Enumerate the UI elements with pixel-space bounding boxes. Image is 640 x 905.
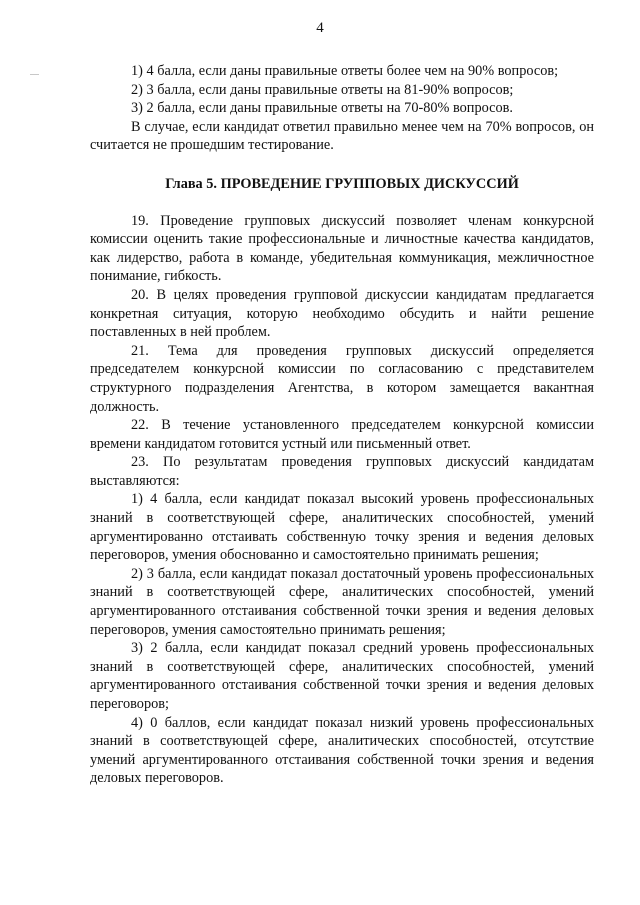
scoring-item-1: 1) 4 балла, если даны правильные ответы более чем на 90% вопросов;: [131, 63, 559, 79]
scoring-item-2: 2) 3 балла, если даны правильные ответы на 81-90% вопросов;: [131, 81, 514, 98]
discussion-score-2: 3) 2 балла, если кандидат показал средний уровень профессиональных знаний в соответствующей сфере, аналитических способностей, умений аргументированного отстаивания собственной точки зрения и ведения деловых переговоров;: [90, 640, 594, 712]
paragraph-21: 21. Тема для проведения групповых дискуссий определяется председателем конкурсной комиссии по согласованию с представителем структурного подразделения Агентства, в котором замещается вакантная должность.: [90, 342, 594, 415]
chapter-title: Глава 5. ПРОВЕДЕНИЕ ГРУППОВЫХ ДИСКУССИЙ: [165, 175, 519, 192]
discussion-score-0: 4) 0 баллов, если кандидат показал низкий уровень профессиональных знаний в соответствующей сфере, аналитических способностей, отсутствие умений аргументированного отстаивания собственной точки зрения и ведения деловых переговоров.: [90, 714, 594, 787]
margin-mark: [30, 74, 39, 75]
paragraph-23: 23. По результатам проведения групповых дискуссий кандидатам выставляются:: [90, 454, 594, 489]
discussion-score-4: 1) 4 балла, если кандидат показал высокий уровень профессиональных знаний в соответствующей сфере, аналитических способностей, умений аргументированно отстаивать собственную точку зрения и ведения деловых переговоров, умения обоснованно и самостоятельно принимать решения;: [90, 491, 594, 564]
test-failure-note: В случае, если кандидат ответил правильно менее чем на 70% вопросов, он считается не прошедшим тестирование.: [90, 118, 594, 154]
paragraph-22: 22. В течение установленного председателем конкурсной комиссии времени кандидатом готовится устный или письменный ответ.: [90, 417, 594, 452]
page-number: 4: [316, 20, 324, 36]
paragraph-19: 19. Проведение групповых дискуссий позволяет членам конкурсной комиссии оценить такие профессиональные и личностные качества кандидатов, как лидерство, работа в команде, убедительная коммуникация, межличностное понимание, гибкость.: [90, 212, 594, 285]
scoring-item-3: 3) 2 балла, если даны правильные ответы на 70-80% вопросов.: [131, 100, 513, 117]
paragraph-20: 20. В целях проведения групповой дискуссии кандидатам предлагается конкретная ситуация, которую необходимо обсудить и найти решение поставленных в ней проблем.: [90, 286, 594, 341]
document-body: [90, 62, 594, 788]
discussion-score-3: 2) 3 балла, если кандидат показал достаточный уровень профессиональных знаний в соответствующей сфере, аналитических способностей, умений аргументированного отстаивания собственной точки зрения и ведения деловых переговоров, умения самостоятельно принимать решения;: [90, 565, 594, 638]
